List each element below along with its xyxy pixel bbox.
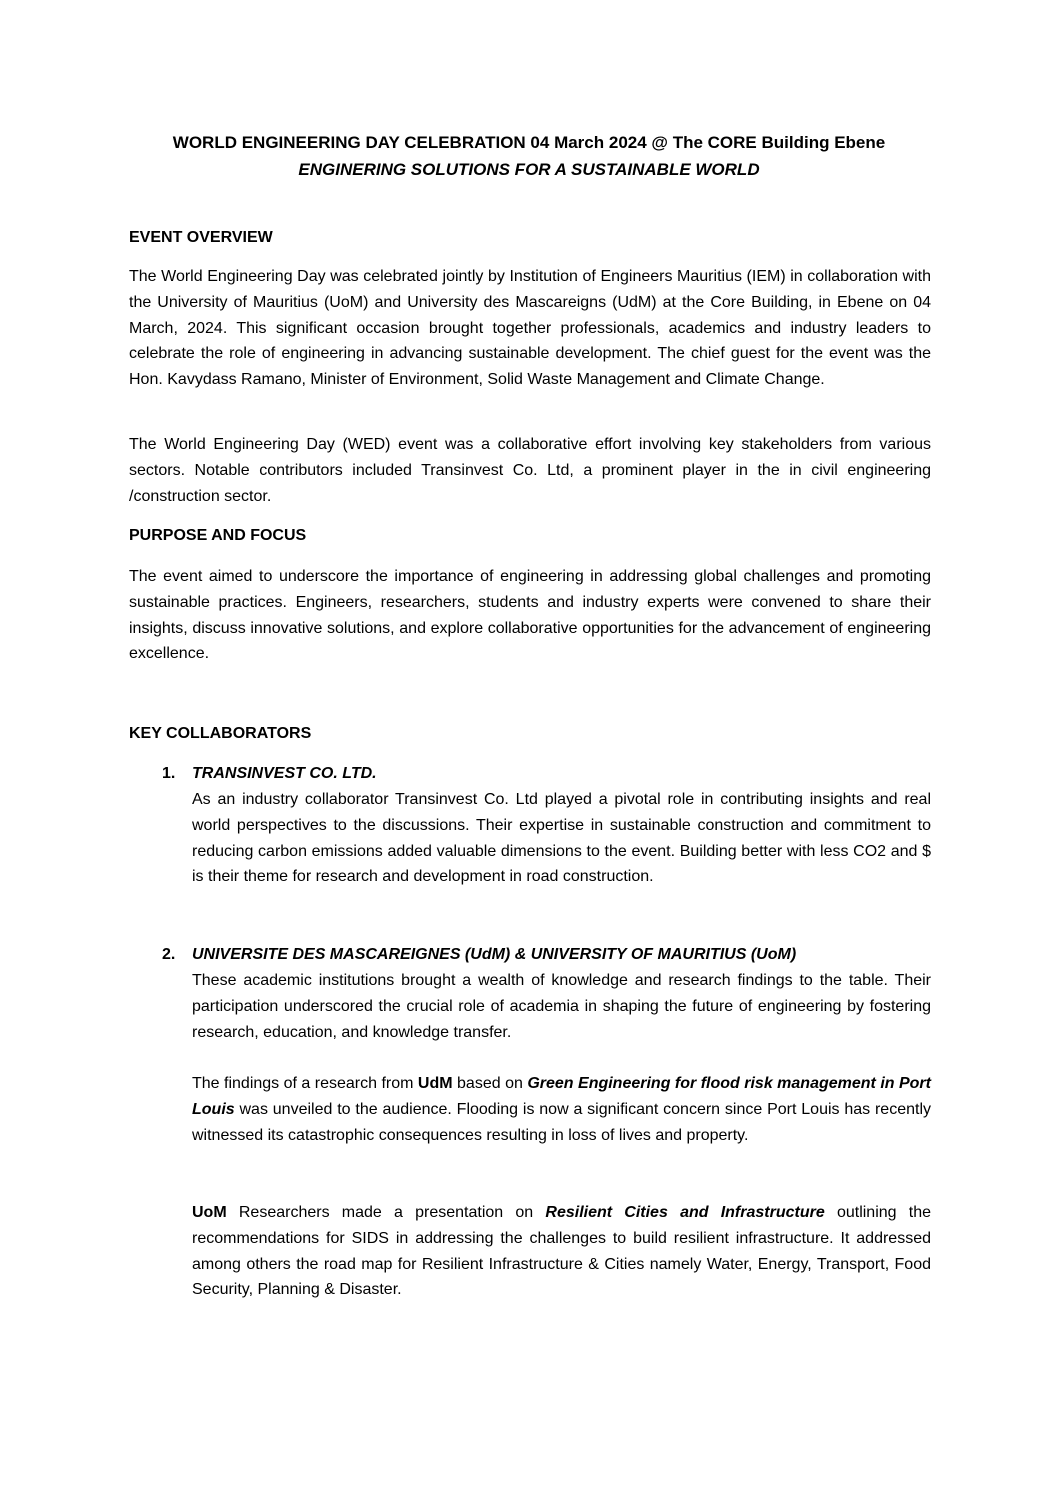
udm-label: UdM — [417, 1075, 453, 1092]
green-engineering-title: Green Engineering for flood risk management in Port Louis — [192, 1075, 931, 1118]
overview-paragraph-2: The World Engineering Day (WED) event was a collaborative effort involving key stakeholders from various sectors. Notable contributors included Transinvest Co. Ltd, a prominent player in the in civil engineering /construction sector. — [129, 436, 931, 505]
item-2-paragraph-3 — [192, 1200, 931, 1303]
item-1-title: TRANSINVEST CO. LTD. — [192, 765, 377, 782]
para2-text-e: was unveiled to the audience. Flooding is now a significant concern since Port Louis has recently witnessed its catastrophic consequences resulting in loss of lives and property. — [192, 1100, 931, 1144]
para3-text-d: outlining the recommendations for SIDS in addressing the challenges to build resilient infrastructure. It addressed among others the road map for Resilient Infrastructure & Cities namely Water, Energy, Transport, Food Security, Planning & Disaster. — [192, 1204, 932, 1299]
document-title: WORLD ENGINEERING DAY CELEBRATION 04 March 2024 @ The CORE Building Ebene — [172, 133, 886, 152]
item-1-paragraph: As an industry collaborator Transinvest Co. Ltd played a pivotal role in contributing insights and real world perspectives to the discussions. Their expertise in sustainable construction and commitment to reducing carbon emissions added valuable dimensions to the event. Building better with less CO2 and $ is their theme for research and development in road construction. — [192, 791, 931, 886]
para2-text-c: based on — [452, 1075, 528, 1092]
item-2-paragraph-2 — [192, 1071, 931, 1148]
item-1-number: 1. — [162, 765, 176, 782]
item-2-number: 2. — [162, 946, 176, 963]
resilient-cities-title: Resilient Cities and Infrastructure — [545, 1204, 825, 1221]
heading-event-overview: EVENT OVERVIEW — [129, 229, 273, 246]
para2-text-a: The findings of a research from — [192, 1075, 418, 1092]
uom-label: UoM — [192, 1204, 227, 1221]
overview-paragraph-1: The World Engineering Day was celebrated jointly by Institution of Engineers Mauritius (IEM) in collaboration with the University of Mauritius (UoM) and University des Mascareigns (UdM) at the Core Building, in Ebene on 04 March, 2024. This significant occasion brought together professionals, academics and industry leaders to celebrate the role of engineering in advancing sustainable development. The chief guest for the event was the Hon. Kavydass Ramano, Minister of Environment, Solid Waste Management and Climate Change. — [129, 268, 931, 389]
item-2-title: UNIVERSITE DES MASCAREIGNES (UdM) & UNIVERSITY OF MAURITIUS (UoM) — [192, 946, 797, 963]
para3-text-b: Researchers made a presentation on — [226, 1204, 546, 1221]
heading-key-collaborators: KEY COLLABORATORS — [129, 725, 312, 742]
heading-purpose-focus: PURPOSE AND FOCUS — [129, 527, 307, 544]
purpose-paragraph: The event aimed to underscore the importance of engineering in addressing global challenges and promoting sustainable practices. Engineers, researchers, students and industry experts were convened to share their insights, discuss innovative solutions, and explore collaborative opportunities for the advancement of engineering excellence. — [129, 568, 931, 663]
item-2-paragraph-1: These academic institutions brought a wealth of knowledge and research findings to the table. Their participation underscored the crucial role of academia in shaping the future of engineering by fostering research, education, and knowledge transfer. — [192, 972, 931, 1041]
document-subtitle: ENGINERING SOLUTIONS FOR A SUSTAINABLE WORLD — [298, 160, 760, 179]
